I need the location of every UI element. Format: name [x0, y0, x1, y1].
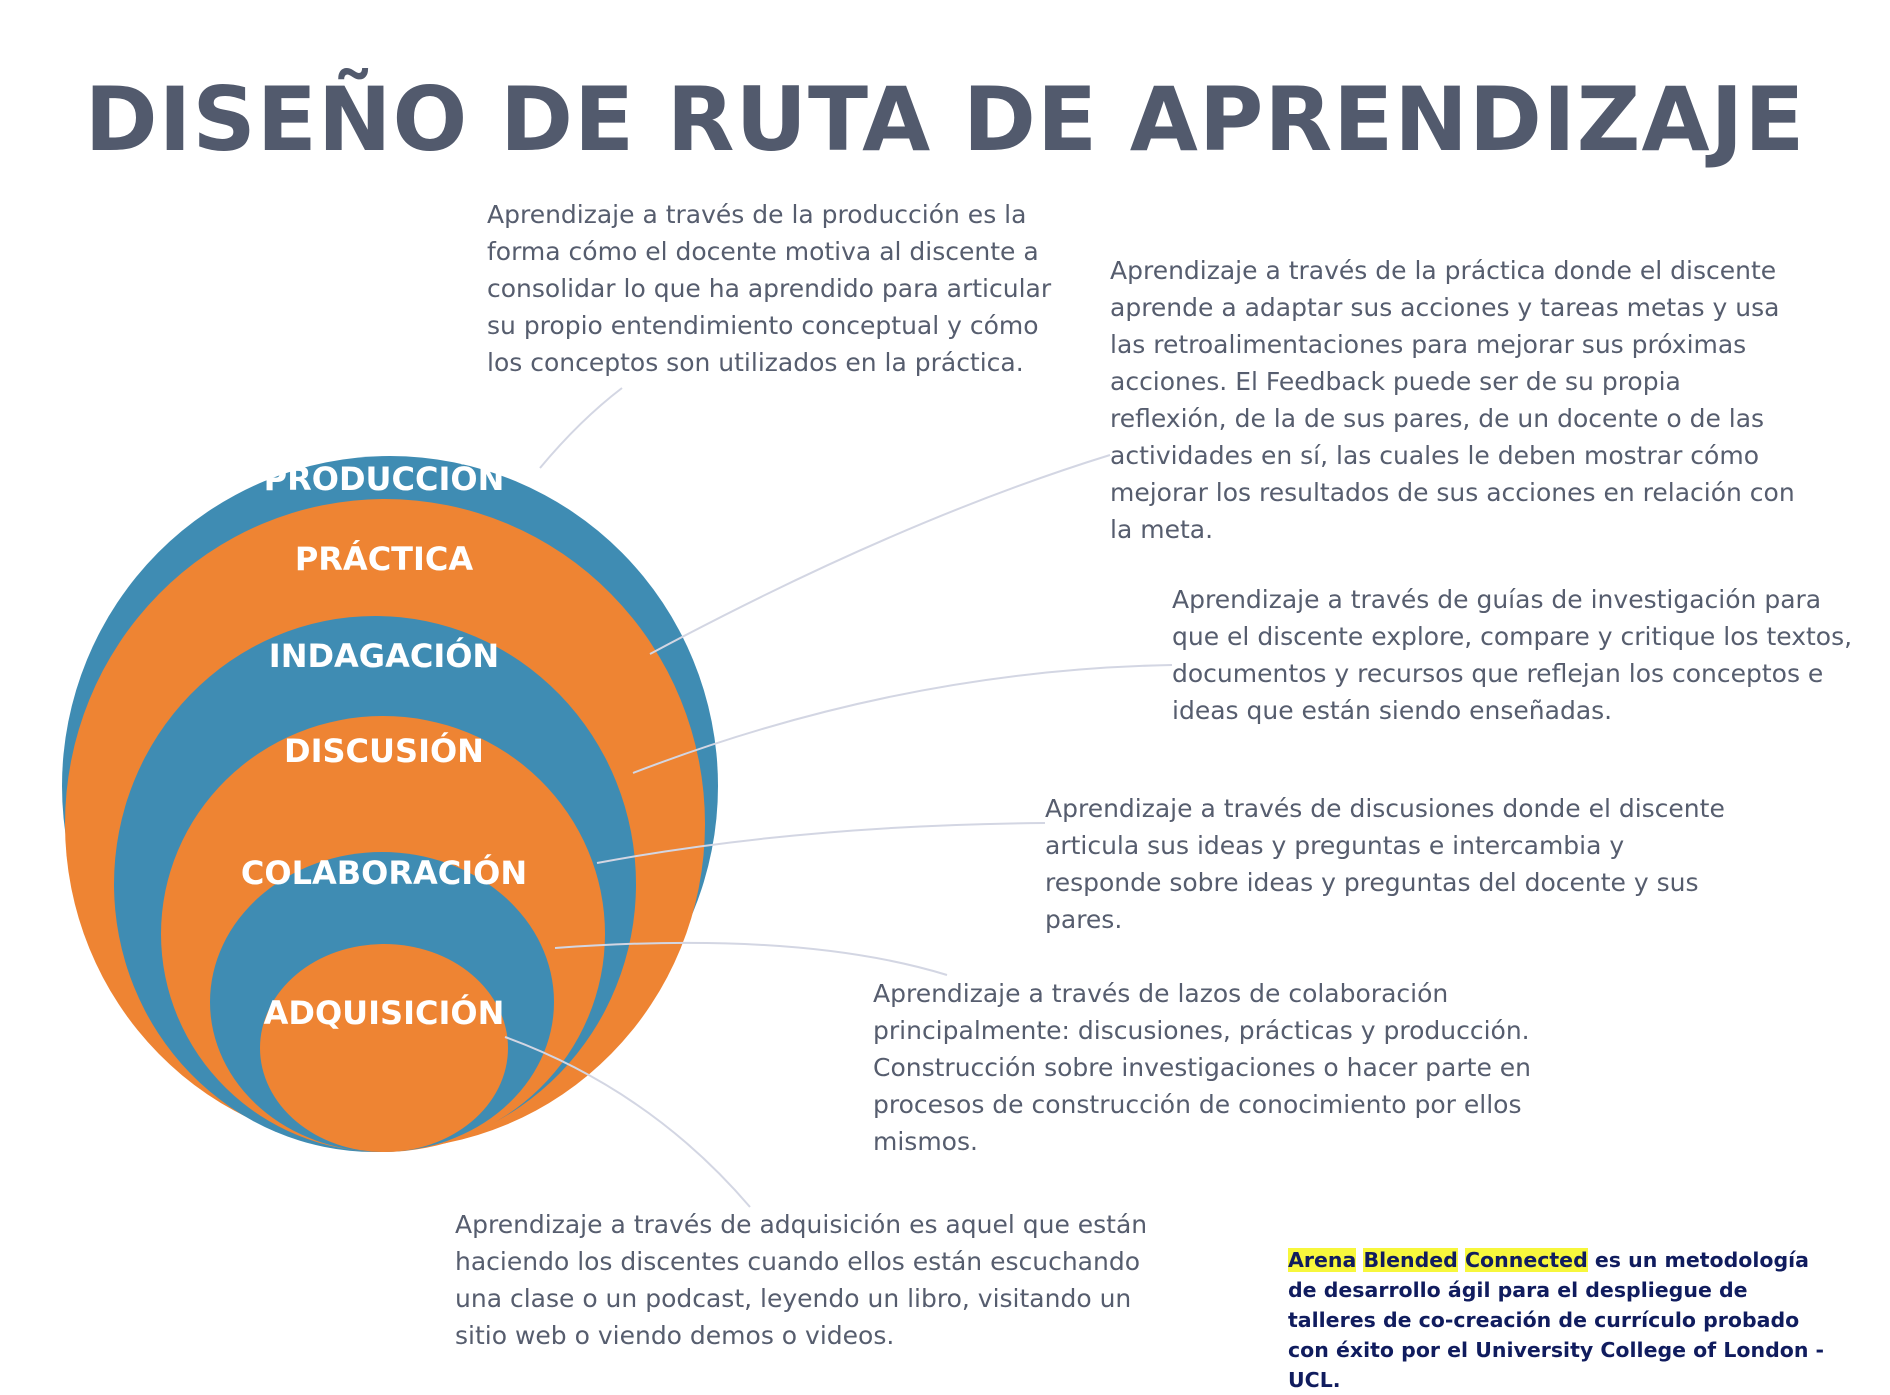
- description-colaboracion: Aprendizaje a través de lazos de colaboración principalmente: discusiones, prácticas y producción. Construcción sobre investigaciones o hacer parte en procesos de construcción de conocimiento por ellos mismos.: [873, 979, 1532, 1156]
- ring-label-colaboracion: COLABORACIÓN: [240, 854, 528, 892]
- ring-label-discusion: DISCUSIÓN: [284, 732, 484, 770]
- description-practica: Aprendizaje a través de la práctica donde el discente aprende a adaptar sus acciones y tareas metas y usa las retroalimentaciones para mejorar sus próximas acciones. El Feedback puede ser de su propia reflexión, de la de sus pares, de un docente o de las actividades en sí, las cuales le deben mostrar cómo mejorar los resultados de sus acciones en relación con la meta.: [1110, 256, 1795, 544]
- ring-adquisicion: [260, 944, 508, 1152]
- description-adquisicion: Aprendizaje a través de adquisición es aquel que están haciendo los discentes cuando ellos están escuchando una clase o un podcast, leyendo un libro, visitando un sitio web o viendo demos o videos.: [455, 1210, 1148, 1350]
- footer-text: es un metodología de desarrollo ágil para el despliegue de talleres de co-creación de currículo probado con éxito por el University College of London - UCL.: [1288, 1248, 1825, 1392]
- description-produccion: Aprendizaje a través de la producción es la forma cómo el docente motiva al discente a consolidar lo que ha aprendido para articular su propio entendimiento conceptual y cómo los conceptos son utilizados en la práctica.: [487, 200, 1052, 377]
- footer-note: [1288, 1245, 1833, 1395]
- ring-label-practica: PRÁCTICA: [294, 540, 474, 578]
- description-discusion: Aprendizaje a través de discusiones donde el discente articula sus ideas y preguntas e intercambia y responde sobre ideas y preguntas del docente y sus pares.: [1045, 794, 1725, 934]
- connector-produccion: [540, 388, 622, 468]
- description-indagacion: Aprendizaje a través de guías de investigación para que el discente explore, compare y critique los textos, documentos y recursos que reflejan los conceptos e ideas que están siendo enseñadas.: [1172, 585, 1853, 725]
- ring-label-adquisicion: ADQUISICIÓN: [263, 994, 505, 1032]
- brand-word-arena: Arena: [1288, 1248, 1357, 1272]
- brand-word-blended: Blended: [1363, 1248, 1458, 1272]
- ring-label-produccion: PRODUCCIÓN: [263, 460, 505, 498]
- connector-practica: [650, 455, 1110, 654]
- brand-word-connected: Connected: [1465, 1248, 1588, 1272]
- ring-label-indagacion: INDAGACIÓN: [268, 637, 500, 675]
- page-title: DISEÑO DE RUTA DE APRENDIZAJE: [84, 68, 1806, 171]
